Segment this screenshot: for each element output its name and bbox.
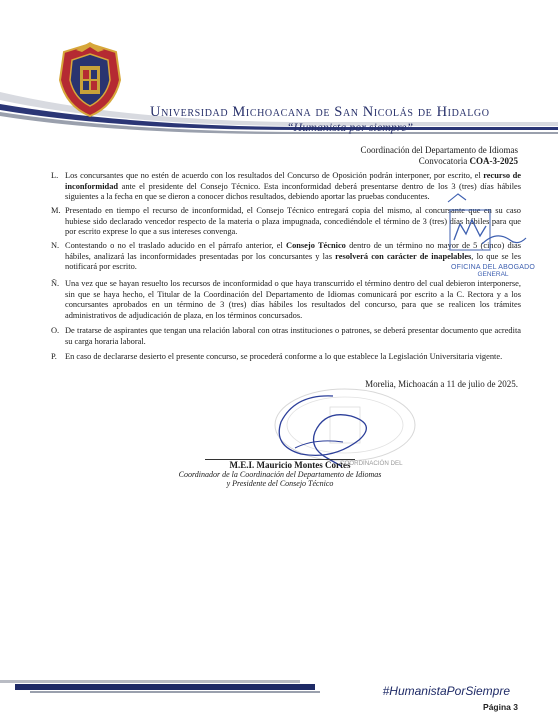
paragraph-enye <box>51 279 521 321</box>
paragraph-text: Presentado en tiempo el recurso de inconformidad, el Consejo Técnico entregará copia del mismo, al concursante que en su caso hubiese sido declarado vencedor respecto de la materia o plaza impugnada, concediéndole el término de 3 (tres) días hábiles para que por escrito exprese lo que a sus intereses convenga. <box>65 206 521 237</box>
text-run: Contestando o no el traslado aducido en el párrafo anterior, el <box>65 241 287 250</box>
text-run: dentro de un término no mayor de 5 (cinco) días hábiles, analizará las inconformidades presentadas por los concursantes y las <box>65 241 521 261</box>
university-motto: “Humanista por siempre” <box>286 120 414 134</box>
bold-run: resolverá con carácter de inapelables <box>335 251 472 261</box>
stamp-label-secondary: GENERAL <box>477 271 509 278</box>
bold-run: Consejo Técnico <box>286 241 346 250</box>
paragraph-letter: L. <box>51 171 59 180</box>
signatory-name: M.E.I. Mauricio Montes Cortes <box>229 460 351 470</box>
convocatoria-prefix: Convocatoria <box>418 156 470 166</box>
handwritten-signature-icon <box>255 388 385 470</box>
text-run: , lo que se les notificará por escrito. <box>65 251 521 272</box>
paragraph-text: De tratarse de aspirantes que tengan una relación laboral con otras instituciones o patrones, se deberá presentar documento que acredita su carga horaria laboral. <box>65 326 521 346</box>
paragraph-letter: P. <box>51 352 57 361</box>
paragraph-text: Una vez que se hayan resuelto los recursos de inconformidad o que haya transcurrido el término dentro del cual debieron interponerse, sin que se haya hecho, el Titular de la Coordinación del Departamento de Idiomas comunicará por escrito a la C. Rectora y a los concursantes aprobados en un término de 3 (tres) días hábiles los resultados del concurso, para que se realicen los trámites administrativos de adjudicación de plaza, en los términos concursados. <box>65 279 521 320</box>
paragraph-letter: O. <box>51 326 60 335</box>
convocatoria-code: COA-3-2025 <box>469 156 518 166</box>
university-name: Universidad Michoacana de San Nicolás de Hidalgo <box>150 104 490 120</box>
paragraph-text: En caso de declararse desierto el presente concurso, se procederá conforme a lo que establece la Legislación Universitaria vigente. <box>65 352 503 361</box>
department-name: Coordinación del Departamento de Idiomas <box>360 145 518 155</box>
paragraph-letter: M. <box>51 206 61 215</box>
paragraph-p <box>51 352 521 363</box>
text-run: Los concursantes que no estén de acuerdo con los resultados del Concurso de Oposición podrán interponer, por escrito, el <box>65 171 484 180</box>
bold-run: recurso de inconformidad <box>65 171 521 191</box>
university-crest-icon <box>50 40 130 120</box>
paragraph-letter: N. <box>51 241 60 250</box>
signatory-role-secondary: y Presidente del Consejo Técnico <box>226 479 334 488</box>
paragraph-letter: Ñ. <box>51 279 60 288</box>
ghost-stamp-text: COORDINACIÓN DEL <box>340 460 403 467</box>
stamp-label: OFICINA DEL ABOGADO <box>450 264 536 271</box>
paragraph-o <box>51 326 521 347</box>
date-line: Morelia, Michoacán a 11 de julio de 2025. <box>365 379 518 389</box>
footer-hashtag: #HumanistaPorSiempre <box>382 684 510 698</box>
text-run: ante el presidente del Consejo Técnico. Esta inconformidad deberá presentarse dentro de los 3 (tres) días hábiles siguientes a la fecha en que se dieron a conocer dichos resultados, debiendo aportar las pruebas conducentes. <box>65 181 521 202</box>
page-number: Página 3 <box>483 702 518 712</box>
convocatoria-label <box>419 156 518 166</box>
signatory-role: Coordinador de la Coordinación del Departamento de Idiomas <box>178 470 382 479</box>
